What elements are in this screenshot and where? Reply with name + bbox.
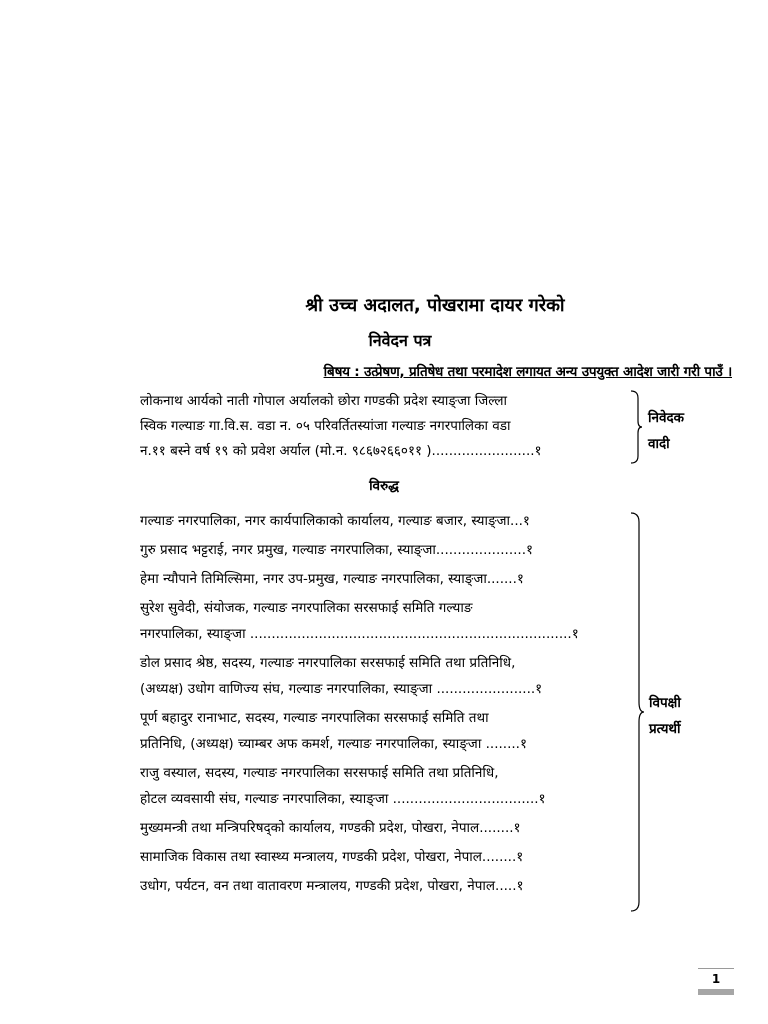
respondent-item <box>140 537 628 563</box>
court-title: श्री उच्च अदालत, पोखरामा दायर गरेको <box>305 295 565 316</box>
respondent-item <box>140 873 628 899</box>
respondents-label-line: प्रत्यर्थी <box>649 721 681 737</box>
petitioner-line: न.११ बस्ने वर्ष १९ को प्रवेश अर्याल (मो.न. ९८६७२६६०११ )........................१ <box>140 443 542 459</box>
page-number: 1 <box>711 972 721 986</box>
respondent-line: मुख्यमन्त्री तथा मन्त्रिपरिषद्को कार्यालय, गण्डकी प्रदेश, पोखरा, नेपाल........१ <box>140 820 521 836</box>
page-number-box <box>698 968 734 995</box>
page-number-bar <box>698 989 734 995</box>
respondent-line: हेमा न्यौपाने तिमिल्सिमा, नगर उप-प्रमुख, गल्याङ नगरपालिका, स्याङ्जा.......१ <box>140 571 524 587</box>
respondent-line: गुरु प्रसाद भट्टराई, नगर प्रमुख, गल्याङ नगरपालिका, स्याङ्जा.....................१ <box>140 542 534 558</box>
petitioner-details <box>140 389 628 464</box>
petition-title: निवेदन पत्र <box>368 331 432 350</box>
respondents-list <box>140 508 628 902</box>
petitioner-line: स्विक गल्याङ गा.वि.स. वडा न. ०५ परिवर्तितस्यांजा गल्याङ नगरपालिका वडा <box>140 418 511 434</box>
petitioner-label-line: वादी <box>648 436 670 452</box>
petitioner-line: लोकनाथ आर्यको नाती गोपाल अर्यालको छोरा गण्डकी प्रदेश स्याङ्जा जिल्ला <box>140 393 508 409</box>
respondent-line: होटल व्यवसायी संघ, गल्याङ नगरपालिका, स्याङ्जा ..................................१ <box>140 791 546 807</box>
respondent-line: (अध्यक्ष) उधोग वाणिज्य संघ, गल्याङ नगरपालिका, स्याङ्जा .......................१ <box>140 681 543 697</box>
respondent-item <box>140 760 628 812</box>
respondent-item <box>140 705 628 757</box>
petitioner-label <box>648 405 684 457</box>
respondent-line: नगरपालिका, स्याङ्जा ...........................................................................१ <box>140 626 579 642</box>
respondent-item <box>140 566 628 592</box>
petitioner-label-line: निवेदक <box>648 410 685 426</box>
subject-line: बिषय : उत्प्रेषण, प्रतिषेध तथा परमादेश लगायत अन्य उपयुक्त आदेश जारी गरी पाउँ । <box>323 364 732 380</box>
respondent-item <box>140 595 628 647</box>
versus-heading: विरुद्ध <box>369 478 399 494</box>
respondent-item <box>140 650 628 702</box>
respondents-label-line: विपक्षी <box>649 695 681 711</box>
respondents-brace <box>629 512 645 912</box>
respondents-label <box>649 690 681 742</box>
respondent-item <box>140 844 628 870</box>
respondent-item <box>140 508 628 534</box>
respondent-line: सामाजिक विकास तथा स्वास्थ्य मन्त्रालय, गण्डकी प्रदेश, पोखरा, नेपाल........१ <box>140 849 524 865</box>
petitioner-brace <box>629 390 643 464</box>
respondent-line: डोल प्रसाद श्रेष्ठ, सदस्य, गल्याङ नगरपालिका सरसफाई समिति तथा प्रतिनिधि, <box>140 655 516 671</box>
respondent-line: उधोग, पर्यटन, वन तथा वातावरण मन्त्रालय, गण्डकी प्रदेश, पोखरा, नेपाल.....१ <box>140 878 524 894</box>
respondent-line: सुरेश सुवेदी, संयोजक, गल्याङ नगरपालिका सरसफाई समिति गल्याङ <box>140 600 473 616</box>
respondent-line: प्रतिनिधि, (अध्यक्ष) च्याम्बर अफ कमर्श, गल्याङ नगरपालिका, स्याङ्जा ........१ <box>140 736 527 752</box>
respondent-line: पूर्ण बहादुर रानाभाट, सदस्य, गल्याङ नगरपालिका सरसफाई समिति तथा <box>140 710 489 726</box>
respondent-item <box>140 815 628 841</box>
respondent-line: गल्याङ नगरपालिका, नगर कार्यपालिकाको कार्यालय, गल्याङ बजार, स्याङ्जा...१ <box>140 513 530 529</box>
respondent-line: राजु वस्याल, सदस्य, गल्याङ नगरपालिका सरसफाई समिति तथा प्रतिनिधि, <box>140 765 499 781</box>
